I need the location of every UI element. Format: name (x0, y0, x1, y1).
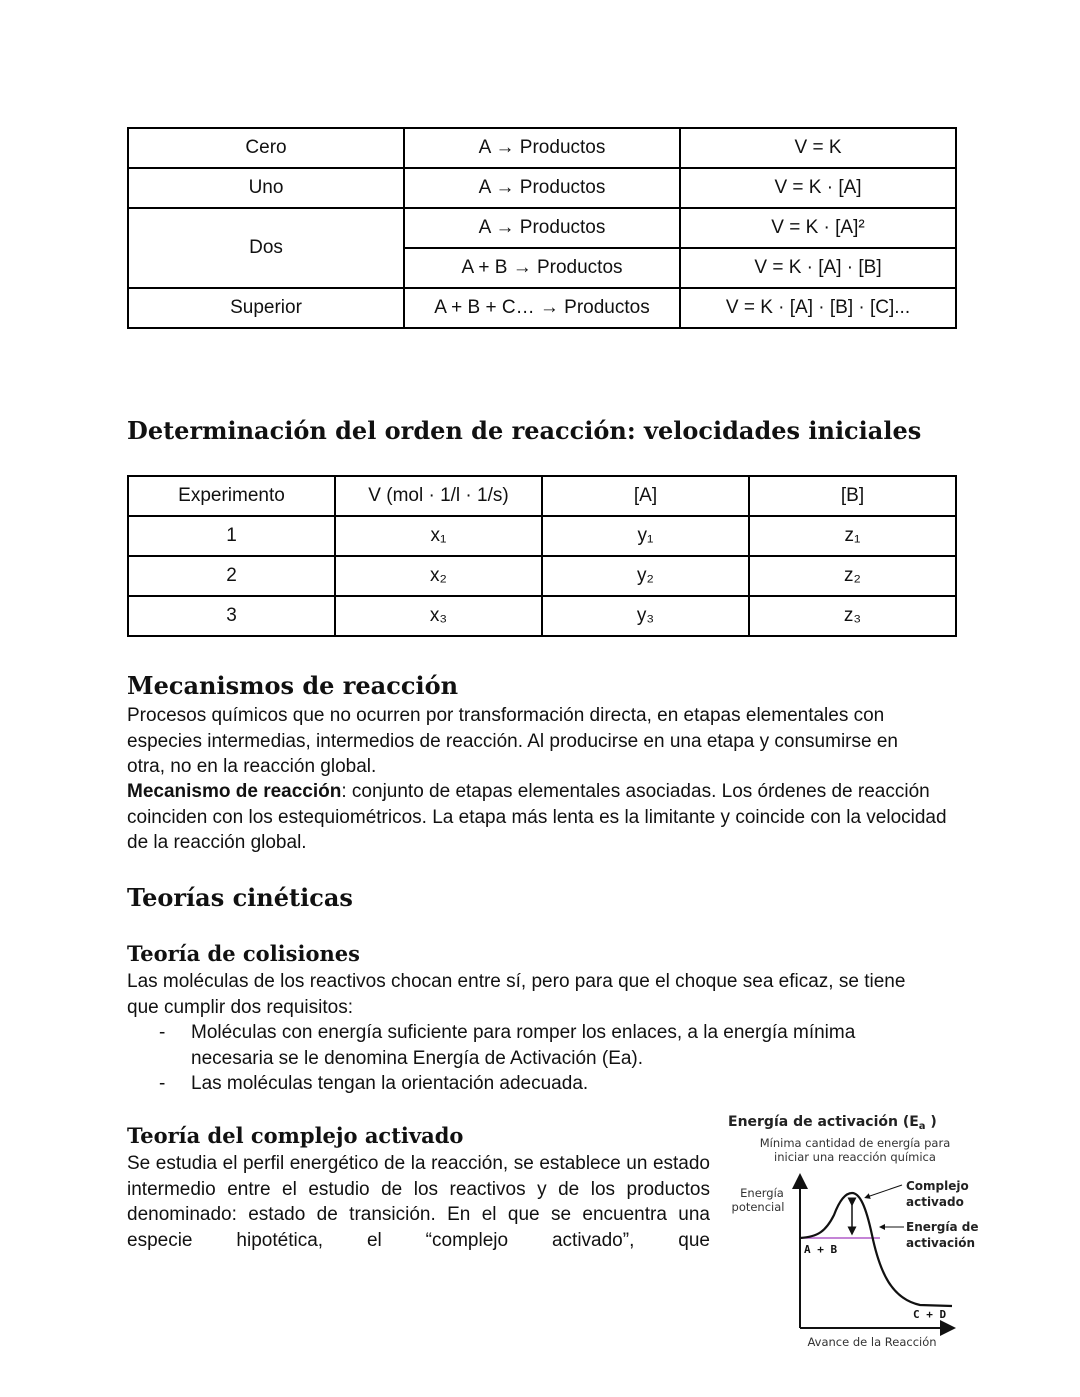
list-item-text: Las moléculas tengan la orientación adecuada. (191, 1073, 589, 1094)
rate-law-cell: V = K · [A] (680, 168, 956, 208)
column-header: [B] (749, 476, 956, 516)
ea-label-line2: activación (906, 1236, 975, 1250)
collisions-intro: Las moléculas de los reactivos chocan entre sí, pero para que el choque sea eficaz, se tiene que cumplir dos requisitos: (127, 971, 906, 1018)
section-title-activated-complex: Teoría del complejo activado (127, 1123, 464, 1148)
reaction-order-table (127, 127, 957, 329)
table-header-row (128, 476, 956, 516)
activated-complex-paragraph: Se estudia el perfil energético de la reacción, se establece un estado intermedio entre el estudio de los reactivos y de los productos denominado: estado de transición. En el que se encuentra una especie hipotética, el “complejo activado”, que (127, 1153, 710, 1251)
table-cell: z₁ (749, 516, 956, 556)
complex-label-line1: Complejo (906, 1179, 969, 1193)
table-cell: x₃ (335, 596, 542, 636)
requirements-list (127, 1020, 927, 1097)
order-cell: Cero (128, 128, 404, 168)
column-header: V (mol · 1/l · 1/s) (335, 476, 542, 516)
reaction-cell: A + B + C… → Productos (404, 288, 680, 328)
table-row (128, 208, 956, 248)
column-header: Experimento (128, 476, 335, 516)
table-cell: 2 (128, 556, 335, 596)
rate-law-cell: V = K · [A] · [B] (680, 248, 956, 288)
column-header: [A] (542, 476, 749, 516)
mechanism-definition: : conjunto de etapas elementales asociadas. Los órdenes de reacción coinciden con los estequiométricos. La etapa más lenta es la limitante y coincide con la velocidad de la reacción global. (127, 781, 947, 853)
complex-label-line2: activado (906, 1195, 964, 1209)
table-cell: 3 (128, 596, 335, 636)
section-title-collisions: Teoría de colisiones (127, 941, 360, 966)
table-cell: 1 (128, 516, 335, 556)
table-row (128, 596, 956, 636)
mechanism-definition-paragraph (127, 779, 957, 856)
table-row (128, 128, 956, 168)
mechanism-term: Mecanismo de reacción (127, 781, 342, 802)
initial-rates-table (127, 475, 957, 637)
list-item: - Las moléculas tengan la orientación adecuada. (159, 1073, 589, 1094)
table-row (128, 516, 956, 556)
y-axis-label-line2: potencial (731, 1200, 785, 1214)
reaction-cell: A → Productos (404, 168, 680, 208)
complex-pointer (867, 1185, 902, 1197)
order-cell: Uno (128, 168, 404, 208)
x-axis-label: Avance de la Reacción (807, 1335, 937, 1349)
table-cell: z₂ (749, 556, 956, 596)
table-cell: y₃ (542, 596, 749, 636)
products-label: C + D (913, 1308, 947, 1321)
order-cell: Superior (128, 288, 404, 328)
table-cell: y₁ (542, 516, 749, 556)
table-cell: x₂ (335, 556, 542, 596)
table-cell: x₁ (335, 516, 542, 556)
reaction-cell: A → Productos (404, 208, 680, 248)
list-item: - Moléculas con energía suficiente para romper los enlaces, a la energía mínima necesaria se le denomina Energía de Activación (Ea). (159, 1022, 856, 1069)
section-title-initial-rates: Determinación del orden de reacción: velocidades iniciales (127, 416, 922, 445)
order-cell: Dos (128, 208, 404, 288)
activation-energy-figure (720, 1105, 980, 1355)
figure-subtitle-line1: Mínima cantidad de energía para (759, 1136, 951, 1150)
table-row (128, 556, 956, 596)
table-row (128, 288, 956, 328)
reaction-cell: A + B → Productos (404, 248, 680, 288)
reactants-label: A + B (804, 1243, 838, 1256)
table-cell: y₂ (542, 556, 749, 596)
table-cell: z₃ (749, 596, 956, 636)
section-title-kinetic-theories: Teorías cinéticas (127, 883, 353, 912)
mechanisms-paragraph: Procesos químicos que no ocurren por transformación directa, en etapas elementales con especies intermedias, intermedios de reacción. Al producirse en una etapa y consumirse en otra, no en la reacción global. (127, 705, 898, 777)
ea-label-line1: Energía de (906, 1220, 979, 1234)
rate-law-cell: V = K (680, 128, 956, 168)
figure-title: Energía de activación ($E_a$ ) (728, 1114, 937, 1132)
figure-subtitle-line2: iniciar una reacción química (774, 1150, 936, 1164)
rate-law-cell: V = K · [A]² (680, 208, 956, 248)
section-title-mechanisms: Mecanismos de reacción (127, 671, 459, 700)
list-item-text: Moléculas con energía suficiente para romper los enlaces, a la energía mínima necesaria se le denomina Energía de Activación (Ea). (191, 1022, 856, 1069)
y-axis-label-line1: Energía (740, 1186, 784, 1200)
rate-law-cell: V = K · [A] · [B] · [C]... (680, 288, 956, 328)
table-row (128, 168, 956, 208)
reaction-cell: A → Productos (404, 128, 680, 168)
energy-profile-diagram (720, 1105, 980, 1355)
